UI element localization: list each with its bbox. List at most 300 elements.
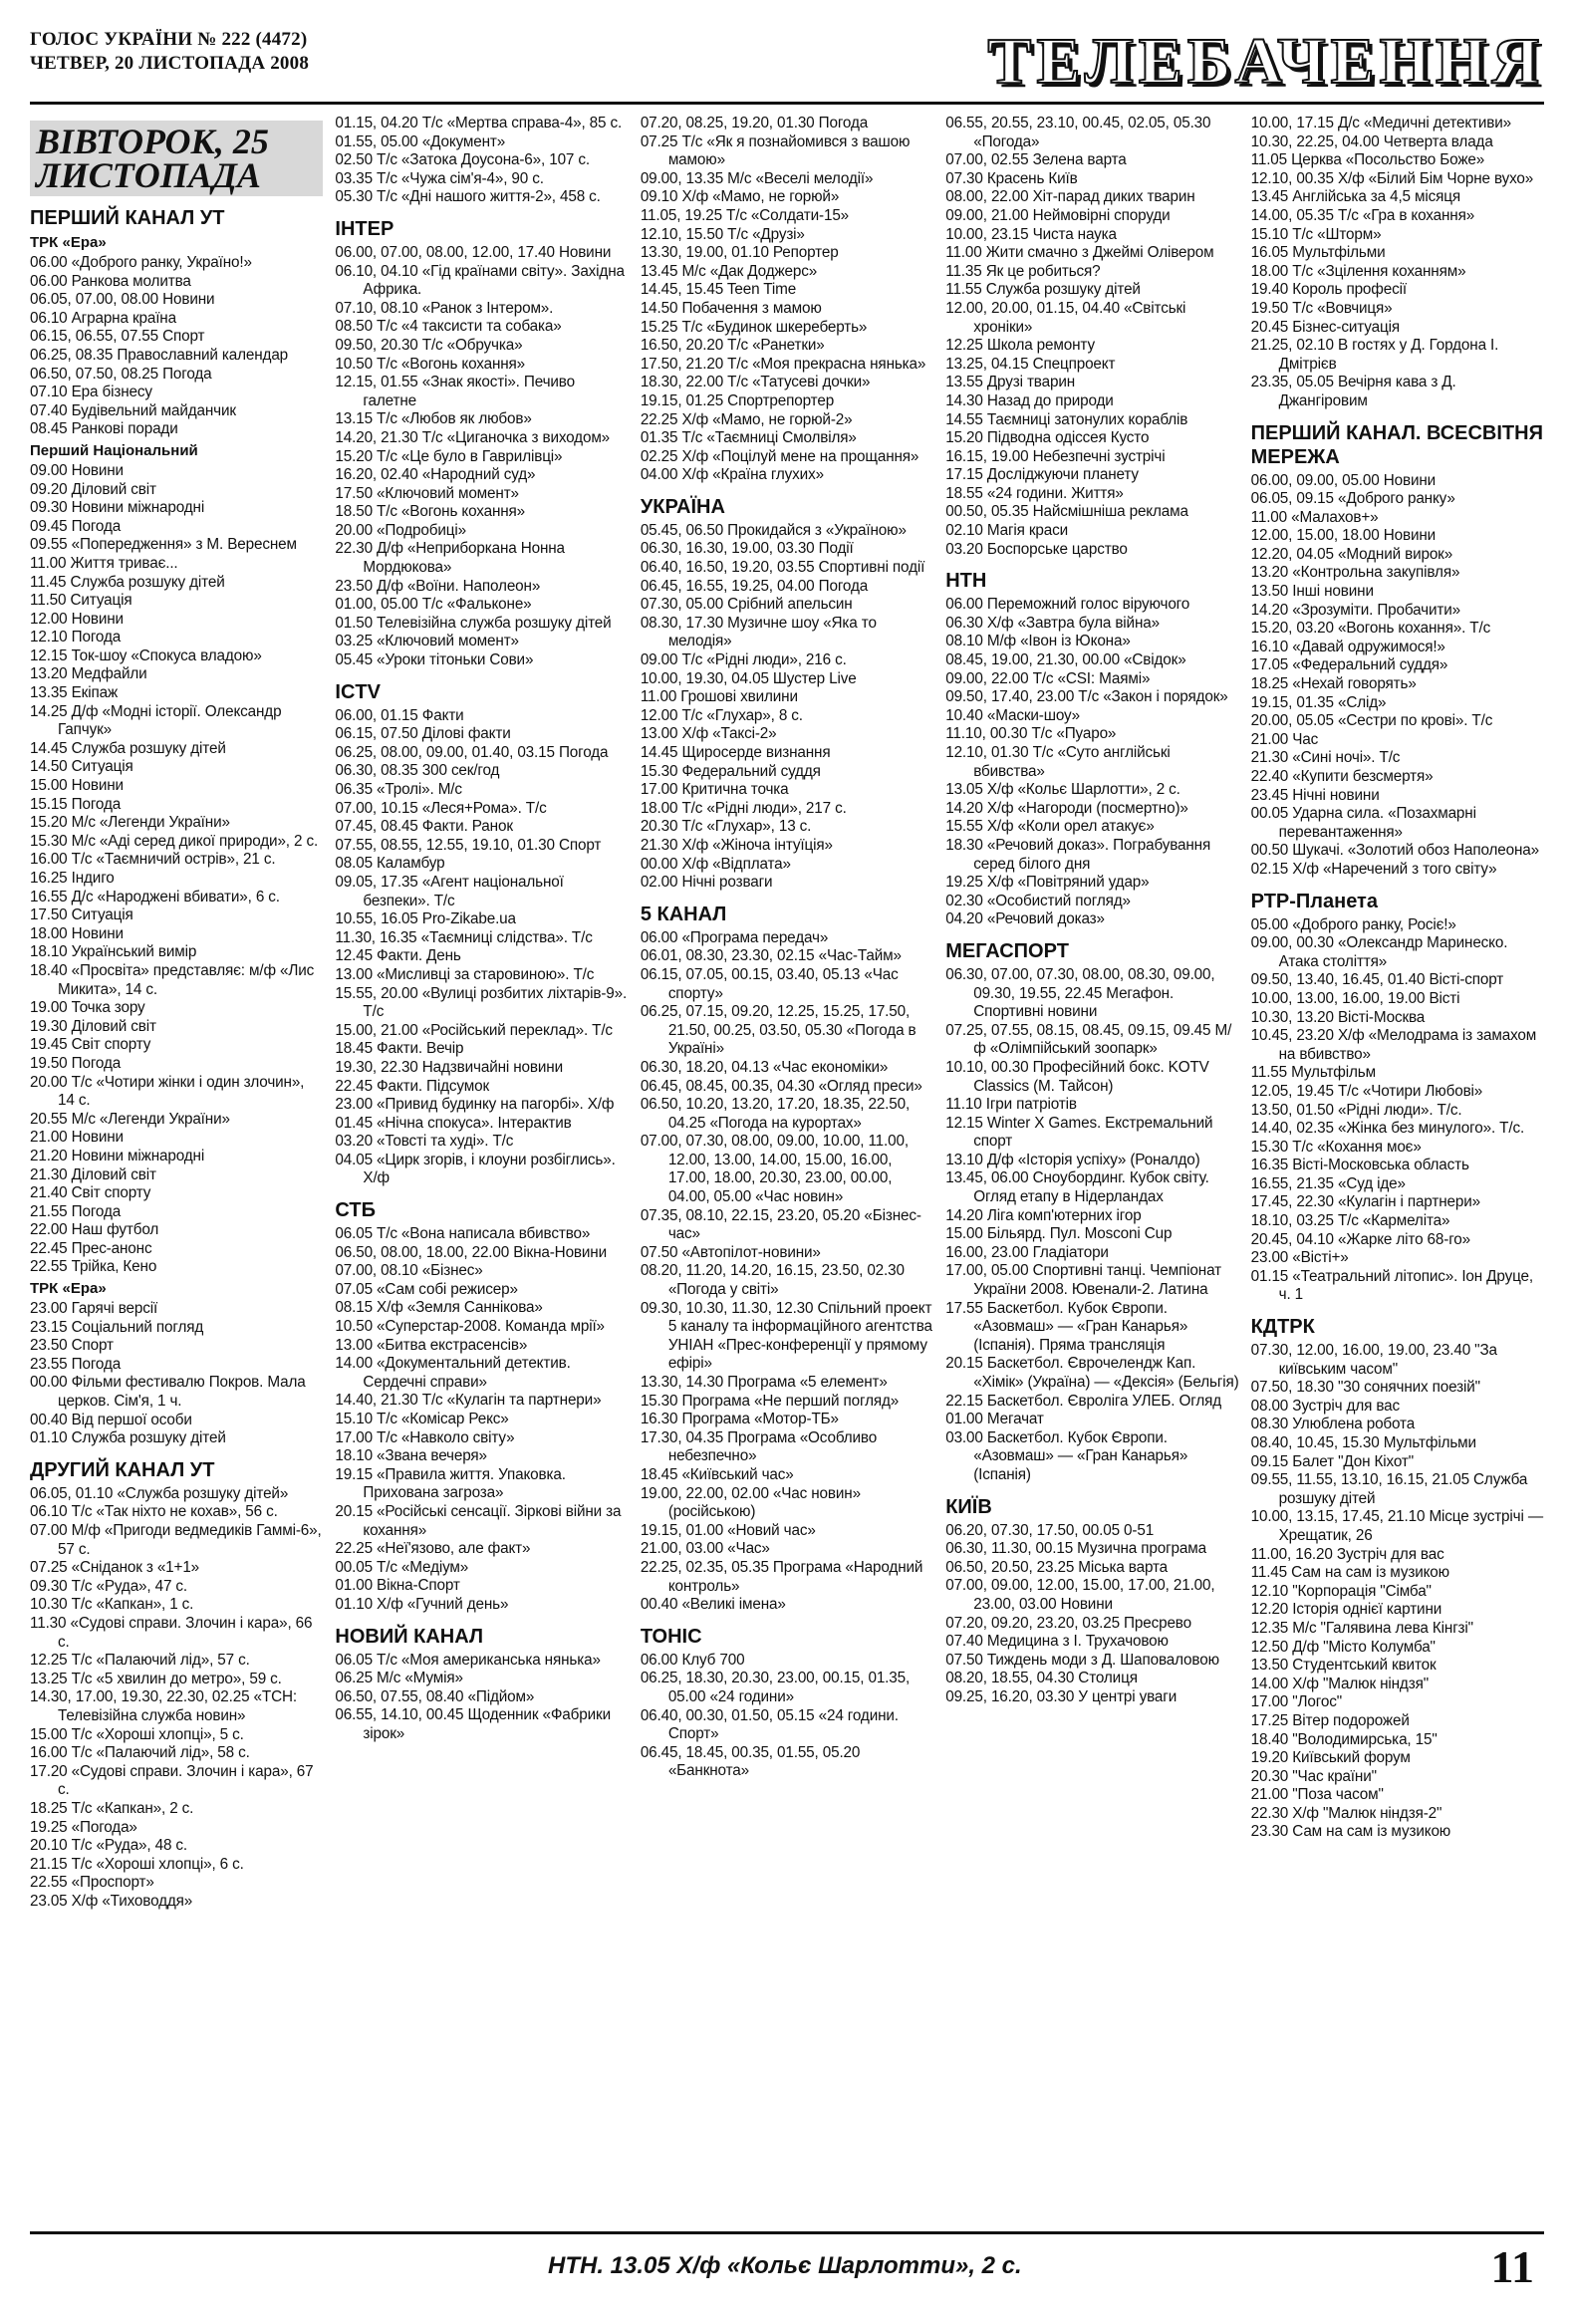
program-entry: 10.00, 17.15 Д/с «Медичні детективи» — [1250, 115, 1512, 131]
program-entry: 07.00, 07.30, 08.00, 09.00, 10.00, 11.00, 12.00, 13.00, 14.00, 15.00, 16.00, 17.00, 18.00, 20.30, 23.00, 00.00, 04.00, 05.00 «Час новин» — [640, 1133, 909, 1206]
section-title: ТЕЛЕБАЧЕННЯ — [987, 25, 1544, 98]
program-entry: 22.40 «Купити безсмертя» — [1250, 768, 1434, 785]
program-entry: 16.00, 23.00 Гладіатори — [945, 1243, 1109, 1261]
program-entry: 09.10 Х/ф «Мамо, не горюй» — [640, 188, 840, 206]
program-entry: 07.00, 09.00, 12.00, 15.00, 17.00, 21.00, 23.00, 03.00 Новини — [945, 1577, 1215, 1613]
program-entry: 23.50 Д/ф «Воїни. Наполеон» — [335, 577, 541, 595]
program-entry: 19.40 Король професії — [1250, 281, 1407, 299]
program-entry: 14.40, 21.30 Т/с «Кулагін та партнери» — [335, 1392, 602, 1410]
program-entry: 15.55, 20.00 «Вулиці розбитих ліхтарів-9». Т/с — [335, 984, 628, 1021]
channel-heading: ІНТЕР — [335, 217, 394, 240]
program-entry: 15.00 Більярд. Пул. Mosconi Cup — [945, 1225, 1173, 1243]
program-entry: 07.00 М/ф «Пригоди ведмедиків Гаммі-6», 57 с. — [30, 1522, 322, 1558]
program-entry: 15.30 Т/с «Кохання моє» — [1250, 1138, 1422, 1156]
program-entry: 03.25 «Ключовий момент» — [335, 633, 519, 650]
program-entry: 16.00 Т/с «Таємничий острів», 21 с. — [30, 851, 276, 869]
program-entry: 15.20 Т/с «Це було в Гаврилівці» — [335, 447, 563, 465]
program-entry: 09.00 Новини — [30, 461, 124, 479]
newspaper-issue: ГОЛОС УКРАЇНИ № 222 (4472) — [30, 29, 308, 50]
program-entry: 18.10, 03.25 Т/с «Кармеліта» — [1250, 1212, 1450, 1230]
program-entry: 23.45 Нічні новини — [1250, 786, 1380, 804]
program-entry: 21.15 Т/с «Хороші хлопці», 6 с. — [30, 1855, 244, 1873]
program-entry: 14.50 Побачення з мамою — [640, 299, 822, 317]
program-entry: 20.55 М/с «Легенди України» — [30, 1110, 230, 1128]
program-entry: 00.00 Фільми фестивалю Покров. Мала церков. Сім'я, 1 ч. — [30, 1374, 306, 1411]
program-entry: 19.15 «Правила життя. Упаковка. Прихована загроза» — [335, 1465, 566, 1502]
program-entry: 16.15, 19.00 Небезпечні зустрічі — [945, 447, 1166, 465]
program-entry: 07.50 «Автопілот-новини» — [640, 1243, 821, 1261]
program-entry: 06.00, 07.00, 08.00, 12.00, 17.40 Новини — [335, 243, 612, 261]
channel-subheading: ТРК «Ера» — [30, 1280, 107, 1298]
program-entry: 18.55 «24 години. Життя» — [945, 484, 1124, 502]
program-entry: 09.50, 13.40, 16.45, 01.40 Вісті-спорт — [1250, 971, 1504, 989]
program-entry: 09.00, 22.00 Т/с «CSI: Маямі» — [945, 669, 1151, 687]
program-entry: 19.15, 01.35 «Слід» — [1250, 693, 1387, 711]
program-entry: 09.00, 00.30 «Олександр Маринеско. Атака століття» — [1250, 934, 1508, 970]
program-entry: 11.05 Церква «Посольство Боже» — [1250, 151, 1485, 169]
channel-heading: ПЕРШИЙ КАНАЛ. ВСЕСВІТНЯ МЕРЕЖА — [1250, 421, 1543, 468]
program-entry: 13.10 Д/ф «Історія успіху» (Роналдо) — [945, 1151, 1200, 1168]
program-entry: 12.05, 19.45 Т/с «Чотири Любові» — [1250, 1082, 1483, 1100]
program-entry: 21.55 Погода — [30, 1202, 122, 1220]
program-entry: 09.00, 21.00 Неймовірні споруди — [945, 206, 1171, 224]
listing-column-1 — [30, 115, 323, 2221]
channel-heading: НОВИЙ КАНАЛ — [335, 1625, 483, 1648]
program-entry: 13.25 Т/с «5 хвилин до метро», 59 с. — [30, 1670, 282, 1687]
program-entry: 20.00, 05.05 «Сестри по крові». Т/с — [1250, 712, 1493, 730]
program-entry: 21.20 Новини міжнародні — [30, 1147, 205, 1164]
program-entry: 22.25, 02.35, 05.35 Програма «Народний контроль» — [640, 1558, 923, 1595]
program-entry: 06.15, 07.05, 00.15, 03.40, 05.13 «Час спорту» — [640, 965, 899, 1002]
program-entry: 07.50, 18.30 "30 сонячних поезій" — [1250, 1379, 1480, 1397]
program-entry: 22.15 Баскетбол. Євроліга УЛЕБ. Огляд — [945, 1392, 1222, 1410]
program-entry: 09.55, 11.55, 13.10, 16.15, 21.05 Служба розшуку дітей — [1250, 1471, 1528, 1507]
program-entry: 04.00 Х/ф «Країна глухих» — [640, 466, 824, 484]
program-entry: 20.30 "Час країни" — [1250, 1767, 1377, 1785]
program-entry: 07.30 Красень Київ — [945, 169, 1078, 187]
program-entry: 05.45 «Уроки тітоньки Сови» — [335, 651, 534, 669]
program-entry: 19.50 Погода — [30, 1054, 122, 1072]
program-entry: 06.00 Клуб 700 — [640, 1651, 745, 1669]
program-entry: 07.40 Медицина з І. Трухачовою — [945, 1633, 1169, 1651]
program-entry: 09.45 Погода — [30, 517, 122, 535]
issue-date: ЧЕТВЕР, 20 ЛИСТОПАДА 2008 — [30, 53, 310, 74]
program-entry: 23.05 Х/ф «Тиховоддя» — [30, 1892, 193, 1910]
program-entry: 04.05 «Цирк згорів, і клоуни розбіглись». Х/ф — [335, 1151, 616, 1187]
program-entry: 13.45, 06.00 Сноубординг. Кубок світу. Огляд етапу в Нідерландах — [945, 1169, 1209, 1206]
program-entry: 16.05 Мультфільми — [1250, 244, 1386, 262]
program-entry: 14.40, 02.35 «Жінка без минулого». Т/с. — [1250, 1120, 1525, 1138]
program-entry: 23.35, 05.05 Вечірня кава з Д. Джангіровим — [1250, 374, 1456, 409]
program-entry: 10.55, 16.05 Pro-Zikabe.ua — [335, 910, 516, 928]
program-entry: 12.10, 15.50 Т/с «Друзі» — [640, 225, 805, 243]
program-entry: 21.00 Новини — [30, 1129, 124, 1147]
masthead-info — [30, 28, 309, 76]
program-entry: 07.55, 08.55, 12.55, 19.10, 01.30 Спорт — [335, 836, 602, 854]
program-entry: 17.00 Критична точка — [640, 781, 789, 799]
program-entry: 10.00, 13.00, 16.00, 19.00 Вісті — [1250, 989, 1460, 1007]
program-entry: 11.00 Грошові хвилини — [640, 688, 798, 706]
program-entry: 08.10 М/ф «Івон із Юкона» — [945, 633, 1131, 650]
channel-heading: ICTV — [335, 680, 381, 703]
program-entry: 18.00 Новини — [30, 924, 124, 942]
program-entry: 19.15, 01.25 Спортрепортер — [640, 391, 835, 409]
footer-promo: НТН. 13.05 Х/ф «Кольє Шарлотти», 2 с. — [548, 2252, 1022, 2279]
program-entry: 07.25, 07.55, 08.15, 08.45, 09.15, 09.45 М/ф «Олімпійський зоопарк» — [945, 1021, 1232, 1058]
program-entry: 22.55 «Проспорт» — [30, 1874, 154, 1892]
program-entry: 16.10 «Давай одружимося!» — [1250, 638, 1445, 655]
program-entry: 06.05, 01.10 «Служба розшуку дітей» — [30, 1484, 289, 1502]
program-entry: 01.15, 04.20 Т/с «Мертва справа-4», 85 с. — [335, 115, 623, 131]
program-entry: 09.25, 16.20, 03.30 У центрі уваги — [945, 1687, 1178, 1705]
program-entry: 03.20 «Товсті та худі». Т/с — [335, 1133, 514, 1151]
program-entry: 16.55 Д/с «Народжені вбивати», 6 с. — [30, 888, 280, 905]
program-entry: 21.00 "Поза часом" — [1250, 1786, 1384, 1804]
channel-heading: 5 КАНАЛ — [640, 903, 727, 925]
program-entry: 08.00 Зустріч для вас — [1250, 1397, 1400, 1415]
program-entry: 10.30 Т/с «Капкан», 1 с. — [30, 1596, 194, 1614]
program-entry: 14.50 Ситуація — [30, 758, 133, 776]
program-entry: 14.00 Х/ф "Малюк ніндзя" — [1250, 1675, 1429, 1692]
program-entry: 07.35, 08.10, 22.15, 23.20, 05.20 «Бізнес-час» — [640, 1206, 921, 1243]
program-entry: 01.35 Т/с «Таємниці Смолвіля» — [640, 429, 857, 447]
program-entry: 03.00 Баскетбол. Кубок Європи. «Азовмаш» — «Гран Канарья» (Іспанія) — [945, 1428, 1188, 1483]
program-entry: 08.45, 19.00, 21.30, 00.00 «Свідок» — [945, 651, 1186, 669]
program-entry: 06.50, 07.55, 08.40 «Підйом» — [335, 1687, 535, 1705]
program-entry: 10.30, 22.25, 04.00 Четверта влада — [1250, 132, 1493, 150]
program-entry: 12.15 Ток-шоу «Спокуса владою» — [30, 646, 262, 664]
program-entry: 06.00 Переможний голос віруючого — [945, 596, 1190, 614]
channel-heading: УКРАЇНА — [640, 495, 725, 518]
program-entry: 06.10 Аграрна країна — [30, 309, 176, 327]
program-entry: 12.25 Школа ремонту — [945, 337, 1095, 355]
program-entry: 00.05 Т/с «Медіум» — [335, 1558, 469, 1576]
program-entry: 07.20, 08.25, 19.20, 01.30 Погода — [640, 115, 869, 131]
program-entry: 08.05 Каламбур — [335, 855, 445, 873]
program-entry: 19.30 Діловий світ — [30, 1017, 156, 1035]
program-entry: 12.10 Погода — [30, 629, 122, 646]
program-entry: 02.00 Нічні розваги — [640, 874, 773, 892]
program-entry: 15.00 Новини — [30, 777, 124, 795]
program-entry: 01.00 Вікна-Спорт — [335, 1577, 460, 1595]
program-entry: 00.05 Ударна сила. «Позахмарні перевантаження» — [1250, 805, 1476, 841]
program-entry: 09.30 Т/с «Руда», 47 с. — [30, 1577, 188, 1595]
program-entry: 17.00 Т/с «Навколо світу» — [335, 1428, 515, 1446]
program-entry: 18.30, 22.00 Т/с «Татусеві дочки» — [640, 374, 871, 391]
program-entry: 22.25 Х/ф «Мамо, не горюй-2» — [640, 410, 853, 428]
tv-listings — [30, 115, 1544, 2221]
program-entry: 21.00 Час — [1250, 730, 1319, 748]
program-entry: 10.40 «Маски-шоу» — [945, 706, 1081, 724]
program-entry: 21.00, 03.00 «Час» — [640, 1540, 770, 1558]
program-entry: 02.10 Магія краси — [945, 522, 1069, 540]
program-entry: 06.00 Ранкова молитва — [30, 272, 191, 290]
channel-heading: КИЇВ — [945, 1495, 992, 1518]
program-entry: 06.01, 08.30, 23.30, 02.15 «Час-Тайм» — [640, 947, 902, 965]
program-entry: 20.10 Т/с «Руда», 48 с. — [30, 1837, 188, 1855]
listing-column-4 — [945, 115, 1238, 2221]
channel-heading: ТОНІС — [640, 1625, 702, 1648]
program-entry: 06.05 Т/с «Моя американська нянька» — [335, 1651, 601, 1669]
program-entry: 13.50 Інші новини — [1250, 583, 1374, 601]
program-entry: 06.30, 16.30, 19.00, 03.30 Події — [640, 540, 854, 558]
program-entry: 01.50 Телевізійна служба розшуку дітей — [335, 614, 612, 632]
program-entry: 14.55 Таємниці затонулих кораблів — [945, 410, 1188, 428]
program-entry: 18.10 Український вимір — [30, 943, 197, 961]
program-entry: 14.25 Д/ф «Модні історії. Олександр Гапчук» — [30, 702, 282, 739]
program-entry: 12.15, 01.55 «Знак якості». Печиво галетне — [335, 374, 575, 409]
program-entry: 18.25 Т/с «Капкан», 2 с. — [30, 1799, 194, 1817]
program-entry: 17.50, 21.20 Т/с «Моя прекрасна нянька» — [640, 355, 926, 373]
program-entry: 05.45, 06.50 Прокидайся з «Україною» — [640, 521, 907, 539]
program-entry: 07.05 «Сам собі режисер» — [335, 1280, 518, 1298]
program-entry: 03.20 Боспорське царство — [945, 540, 1128, 558]
program-entry: 21.30 Х/ф «Жіноча інтуїція» — [640, 836, 833, 854]
program-entry: 17.15 Досліджуючи планету — [945, 466, 1139, 484]
program-entry: 15.10 Т/с «Шторм» — [1250, 225, 1382, 243]
program-entry: 11.00 «Малахов+» — [1250, 508, 1379, 526]
program-entry: 08.50 Т/с «4 таксисти та собака» — [335, 318, 562, 336]
program-entry: 06.10 Т/с «Так ніхто не кохав», 56 с. — [30, 1503, 278, 1521]
program-entry: 09.50, 17.40, 23.00 Т/с «Закон і порядок» — [945, 688, 1228, 706]
program-entry: 06.05, 09.15 «Доброго ранку» — [1250, 490, 1455, 508]
program-entry: 12.35 М/с "Галявина лева Кінгзі" — [1250, 1619, 1473, 1637]
program-entry: 20.30 Т/с «Глухар», 13 с. — [640, 818, 812, 836]
channel-heading: СТБ — [335, 1199, 376, 1222]
program-entry: 17.00 "Логос" — [1250, 1693, 1343, 1711]
program-entry: 08.20, 11.20, 14.20, 16.15, 23.50, 02.30 «Погода у світі» — [640, 1262, 905, 1299]
program-entry: 05.00 «Доброго ранку, Росіє!» — [1250, 915, 1456, 933]
program-entry: 23.00 Гарячі версії — [30, 1300, 158, 1318]
program-entry: 19.25 «Погода» — [30, 1818, 137, 1836]
program-entry: 17.50 Ситуація — [30, 906, 133, 924]
program-entry: 23.15 Соціальний погляд — [30, 1318, 204, 1336]
program-entry: 03.35 Т/с «Чужа сім'я-4», 90 с. — [335, 169, 544, 187]
program-entry: 15.00 Т/с «Хороші хлопці», 5 с. — [30, 1725, 244, 1743]
program-entry: 07.10 Ера бізнесу — [30, 384, 152, 401]
page-number: 11 — [1490, 2241, 1534, 2292]
program-entry: 12.10, 00.35 Х/ф «Білий Бім Чорне вухо» — [1250, 169, 1534, 187]
program-entry: 20.15 «Російські сенсації. Зіркові війни за кохання» — [335, 1502, 622, 1539]
program-entry: 10.45, 23.20 Х/ф «Мелодрама із замахом на вбивство» — [1250, 1027, 1537, 1063]
program-entry: 11.10 Ігри патріотів — [945, 1096, 1077, 1114]
program-entry: 11.55 Мультфільм — [1250, 1064, 1376, 1082]
program-entry: 12.25 Т/с «Палаючий лід», 57 с. — [30, 1652, 250, 1670]
program-entry: 22.45 Факти. Підсумок — [335, 1077, 489, 1095]
program-entry: 07.25 Т/с «Як я познайомився з вашою мамою» — [640, 132, 911, 169]
program-entry: 15.55 Х/ф «Коли орел атакує» — [945, 818, 1155, 836]
program-entry: 06.00 «Програма передач» — [640, 928, 829, 946]
program-entry: 17.55 Баскетбол. Кубок Європи. «Азовмаш» — «Гран Канарья» (Іспанія). Пряма трансляція — [945, 1299, 1188, 1354]
program-entry: 15.20 М/с «Легенди України» — [30, 814, 230, 832]
program-entry: 10.00, 13.15, 17.45, 21.10 Місце зустрічі — Хрещатик, 26 — [1250, 1508, 1543, 1544]
program-entry: 10.00, 23.15 Чиста наука — [945, 225, 1117, 243]
program-entry: 21.40 Світ спорту — [30, 1184, 151, 1202]
program-entry: 08.40, 10.45, 15.30 Мультфільми — [1250, 1434, 1476, 1451]
program-entry: 11.05, 19.25 Т/с «Солдати-15» — [640, 206, 850, 224]
program-entry: 06.15, 07.50 Ділові факти — [335, 725, 511, 743]
program-entry: 12.45 Факти. День — [335, 947, 461, 965]
program-entry: 05.30 Т/с «Дні нашого життя-2», 458 с. — [335, 188, 601, 206]
program-entry: 22.30 Х/ф "Малюк ніндзя-2" — [1250, 1804, 1442, 1822]
program-entry: 12.00 Новини — [30, 610, 124, 628]
program-entry: 13.00 Х/ф «Таксі-2» — [640, 725, 777, 743]
program-entry: 13.20 Медфайли — [30, 665, 147, 683]
program-entry: 18.25 «Нехай говорять» — [1250, 675, 1417, 693]
program-entry: 22.55 Трійка, Кено — [30, 1258, 157, 1276]
program-entry: 06.00, 01.15 Факти — [335, 706, 464, 724]
program-entry: 06.55, 14.10, 00.45 Щоденник «Фабрики зірок» — [335, 1706, 611, 1742]
program-entry: 06.40, 00.30, 01.50, 05.15 «24 години. Спорт» — [640, 1706, 899, 1743]
program-entry: 16.55, 21.35 «Суд іде» — [1250, 1174, 1406, 1192]
program-entry: 06.50, 07.50, 08.25 Погода — [30, 365, 212, 383]
program-entry: 06.10, 04.10 «Гід країнами світу». Західна Африка. — [335, 262, 625, 299]
program-entry: 01.00 Мегачат — [945, 1411, 1044, 1428]
program-entry: 20.45 Бізнес-ситуація — [1250, 318, 1400, 336]
program-entry: 17.00, 05.00 Спортивні танці. Чемпіонат України 2008. Ювенали-2. Латина — [945, 1262, 1221, 1299]
program-entry: 13.30, 14.30 Програма «5 елемент» — [640, 1374, 888, 1391]
program-entry: 07.00, 02.55 Зелена варта — [945, 151, 1127, 169]
masthead — [30, 25, 1544, 108]
program-entry: 21.30 Діловий світ — [30, 1165, 156, 1183]
program-entry: 18.40 «Просвіта» представляє: м/ф «Лис Микита», 14 с. — [30, 961, 315, 998]
program-entry: 11.45 Служба розшуку дітей — [30, 573, 225, 591]
program-entry: 20.00 Т/с «Чотири жінки і один злочин», 14 с. — [30, 1073, 305, 1110]
program-entry: 00.00 Х/ф «Відплата» — [640, 855, 791, 873]
program-entry: 02.30 «Особистий погляд» — [945, 892, 1131, 909]
program-entry: 17.30, 04.35 Програма «Особливо небезпечно» — [640, 1428, 878, 1465]
program-entry: 19.30, 22.30 Надзвичайні новини — [335, 1058, 563, 1076]
program-entry: 13.30, 19.00, 01.10 Репортер — [640, 244, 839, 262]
program-entry: 12.20 Історія однієї картини — [1250, 1601, 1442, 1619]
program-entry: 01.45 «Нічна спокуса». Інтерактив — [335, 1114, 572, 1132]
program-entry: 12.10 "Корпорація "Сімба" — [1250, 1582, 1432, 1600]
program-entry: 09.50, 20.30 Т/с «Обручка» — [335, 336, 523, 354]
program-entry: 10.50 «Суперстар-2008. Команда мрії» — [335, 1318, 605, 1336]
program-entry: 06.25, 08.00, 09.00, 01.40, 03.15 Погода — [335, 743, 609, 761]
program-entry: 13.25, 04.15 Спецпроект — [945, 355, 1116, 373]
program-entry: 09.00, 13.35 М/с «Веселі мелодії» — [640, 169, 874, 187]
program-entry: 14.30, 17.00, 19.30, 22.30, 02.25 «ТСН: Телевізійна служба новин» — [30, 1688, 297, 1724]
program-entry: 00.40 «Великі імена» — [640, 1596, 786, 1614]
program-entry: 11.50 Ситуація — [30, 592, 132, 610]
program-entry: 15.20 Підводна одіссея Кусто — [945, 429, 1150, 447]
program-entry: 23.00 «Вісті+» — [1250, 1249, 1349, 1267]
program-entry: 10.00, 19.30, 04.05 Шустер Live — [640, 669, 857, 687]
program-entry: 02.15 Х/ф «Наречений з того світу» — [1250, 860, 1497, 878]
program-entry: 09.20 Діловий світ — [30, 480, 156, 498]
program-entry: 15.25 Т/с «Будинок шкереберть» — [640, 318, 868, 336]
program-entry: 12.10, 01.30 Т/с «Суто англійські вбивства» — [945, 744, 1171, 780]
program-entry: 15.00, 21.00 «Російський переклад». Т/с — [335, 1021, 613, 1039]
program-entry: 22.30 Д/ф «Неприборкана Нонна Мордюкова» — [335, 540, 565, 577]
program-entry: 16.00 Т/с «Палаючий лід», 58 с. — [30, 1744, 250, 1762]
program-entry: 17.20 «Судові справи. Злочин і кара», 67 с. — [30, 1762, 314, 1799]
program-entry: 06.05, 07.00, 08.00 Новини — [30, 291, 215, 309]
program-entry: 18.00 Т/с «Рідні люди», 217 с. — [640, 799, 847, 817]
channel-heading: ДРУГИЙ КАНАЛ УТ — [30, 1458, 215, 1481]
program-entry: 08.45 Ранкові поради — [30, 420, 178, 438]
program-entry: 15.20, 03.20 «Вогонь кохання». Т/с — [1250, 620, 1491, 638]
program-entry: 13.55 Друзі тварин — [945, 374, 1076, 391]
program-entry: 06.00 «Доброго ранку, Україно!» — [30, 254, 252, 271]
day-heading: ВІВТОРОК, 25 ЛИСТОПАДА — [30, 121, 323, 196]
program-entry: 10.50 Т/с «Вогонь кохання» — [335, 355, 526, 373]
program-entry: 11.55 Служба розшуку дітей — [945, 281, 1141, 299]
program-entry: 09.30, 10.30, 11.30, 12.30 Спільний проект 5 каналу та інформаційного агентства УНІАН «Прес-конференції у прямому ефірі» — [640, 1299, 932, 1373]
program-entry: 10.10, 00.30 Професійний бокс. KOTV Classics (М. Тайсон) — [945, 1058, 1209, 1095]
program-entry: 23.55 Погода — [30, 1355, 122, 1373]
program-entry: 06.50, 10.20, 13.20, 17.20, 18.35, 22.50, 04.25 «Погода на курортах» — [640, 1096, 911, 1132]
program-entry: 17.50 «Ключовий момент» — [335, 484, 519, 502]
program-entry: 12.00, 15.00, 18.00 Новини — [1250, 527, 1437, 545]
program-entry: 17.45, 22.30 «Кулагін і партнери» — [1250, 1193, 1480, 1211]
program-entry: 15.30 Програма «Не перший погляд» — [640, 1392, 900, 1410]
program-entry: 18.40 "Володимирська, 15" — [1250, 1730, 1438, 1748]
program-entry: 13.20 «Контрольна закупівля» — [1250, 564, 1460, 582]
program-entry: 14.20 Ліга комп'ютерних ігор — [945, 1206, 1142, 1224]
program-entry: 15.30 М/с «Аді серед дикої природи», 2 с. — [30, 832, 319, 850]
program-entry: 09.00 Т/с «Рідні люди», 216 с. — [640, 651, 847, 669]
program-entry: 15.10 Т/с «Комісар Рекс» — [335, 1411, 509, 1427]
program-entry: 16.35 Вісті-Московська область — [1250, 1157, 1469, 1174]
program-entry: 13.05 Х/ф «Кольє Шарлотти», 2 с. — [945, 781, 1180, 799]
page-footer — [30, 2241, 1544, 2301]
program-entry: 06.00, 09.00, 05.00 Новини — [1250, 471, 1437, 489]
program-entry: 01.10 Служба розшуку дітей — [30, 1429, 226, 1447]
program-entry: 18.45 «Київський час» — [640, 1465, 794, 1483]
program-entry: 18.45 Факти. Вечір — [335, 1040, 464, 1058]
masthead-rule — [30, 102, 1544, 105]
program-entry: 19.25 Х/ф «Повітряний удар» — [945, 874, 1150, 892]
program-entry: 01.55, 05.00 «Документ» — [335, 132, 506, 150]
program-entry: 11.00 Життя триває... — [30, 554, 178, 572]
program-entry: 06.40, 16.50, 19.20, 03.55 Спортивні події — [640, 559, 925, 577]
channel-heading: РТР-Планета — [1250, 890, 1378, 912]
listing-column-5 — [1251, 115, 1544, 2221]
program-entry: 07.50 Тиждень моди з Д. Шаповаловою — [945, 1651, 1219, 1669]
program-entry: 08.30, 17.30 Музичне шоу «Яка то мелодія» — [640, 614, 877, 650]
program-entry: 16.25 Індиго — [30, 870, 115, 887]
program-entry: 11.35 Як це робиться? — [945, 262, 1101, 280]
program-entry: 06.50, 20.50, 23.25 Міська варта — [945, 1558, 1169, 1576]
program-entry: 09.05, 17.35 «Агент національної безпеки». Т/с — [335, 873, 564, 909]
program-entry: 13.00 «Мисливці за старовиною». Т/с — [335, 965, 595, 983]
program-entry: 23.30 Сам на сам із музикою — [1250, 1823, 1451, 1841]
program-entry: 19.00, 22.00, 02.00 «Час новин» (російською) — [640, 1484, 861, 1521]
program-entry: 07.30, 12.00, 16.00, 19.00, 23.40 "За київським часом" — [1250, 1342, 1497, 1378]
program-entry: 13.50 Студентський квиток — [1250, 1657, 1437, 1675]
program-entry: 11.30, 16.35 «Таємниці слідства». Т/с — [335, 928, 593, 946]
program-entry: 07.00, 08.10 «Бізнес» — [335, 1262, 483, 1280]
program-entry: 06.45, 18.45, 00.35, 01.55, 05.20 «Банкнота» — [640, 1743, 861, 1780]
program-entry: 14.30 Назад до природи — [945, 391, 1114, 409]
program-entry: 15.15 Погода — [30, 795, 122, 813]
channel-heading: НТН — [945, 570, 987, 593]
program-entry: 07.40 Будівельний майданчик — [30, 401, 236, 419]
program-entry: 06.20, 07.30, 17.50, 00.05 0-51 — [945, 1521, 1155, 1539]
program-entry: 20.15 Баскетбол. Єврочелендж Кап. «Хімік» (Україна) — «Дексія» (Бельгія) — [945, 1355, 1239, 1391]
program-entry: 14.45 Служба розшуку дітей — [30, 739, 226, 757]
program-entry: 18.00 Т/с «Зцілення коханням» — [1250, 262, 1466, 280]
program-entry: 18.10 «Звана вечеря» — [335, 1447, 487, 1465]
program-entry: 16.30 Програма «Мотор-ТБ» — [640, 1411, 839, 1428]
program-entry: 15.30 Федеральний суддя — [640, 762, 821, 780]
program-entry: 06.25 М/с «Мумія» — [335, 1670, 463, 1687]
program-entry: 21.30 «Сині ночі». Т/с — [1250, 749, 1401, 767]
program-entry: 13.35 Екіпаж — [30, 684, 119, 702]
program-entry: 09.15 Балет "Дон Кіхот" — [1250, 1452, 1414, 1470]
